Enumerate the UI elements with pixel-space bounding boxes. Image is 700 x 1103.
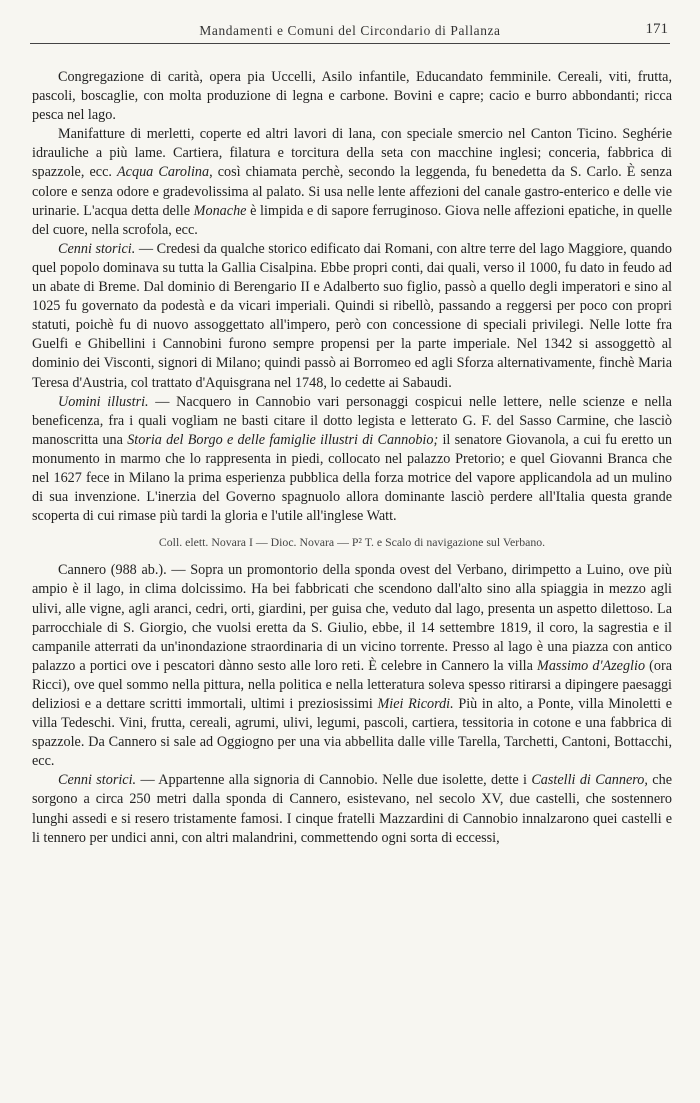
- paragraph-cannero-entry: [32, 561, 672, 771]
- paragraph-text: — Appartenne alla signoria di Cannobio. Nelle due isolette, dette i: [136, 772, 532, 789]
- paragraph-text: (ora Ricci), ove quel sommo nella pittura, nella politica e nella letteratura soleva spesso ritirarsi a dipingere paesaggi deliziosi e a dettare scritti immortali, ultimi i preziosissimi: [32, 657, 672, 712]
- running-header: [30, 20, 670, 44]
- paragraph-text: è limpida e di sapore ferruginoso. Giova nelle affezioni epatiche, in quelle del cuore, nella scrofola, ecc.: [32, 202, 673, 238]
- page-body: [32, 68, 672, 848]
- paragraph-text: Più in alto, a Ponte, villa Minoletti e villa Tedeschi. Vini, frutta, cereali, agrumi, ulivi, legumi, pascoli, cartiera, tessitoria in cotone e una fabbrica di spazzole. Da Cannero si sale ad Oggiogno per una via abbellita dalle ville Tarella, Tarchetti, Cantoni, Bottacchi, ecc.: [32, 696, 673, 770]
- italic-term: Massimo d'Azeglio: [537, 657, 646, 674]
- section-label: Cenni storici.: [58, 772, 137, 789]
- paragraph-text: Cannero (988 ab.). — Sopra un promontorio della sponda ovest del Verbano, dirimpetto a Luino, ove più ampio è il lago, in clima dolcissimo. Ha bei fabbricati che scendono dall'alto sino alla spiaggia in mezzo agli ulivi, alle vigne, agli aranci, cedri, orti, giardini, per guisa che, veduto dal lago, presenta un aspetto dilettoso. La parrocchiale di S. Giorgio, che vuolsi eretta da S. Giulio, ebbe, il 14 settembre 1819, il coro, la sagrestia e il campanile atterrati da un'inondazione straordinaria di un vicino torrente. Presso al lago è una piazza con antico palazzo a portici ove i pescatori dànno sesto alle loro reti. È celebre in Cannero la villa: [32, 562, 672, 674]
- italic-title: Miei Ricordi.: [377, 696, 454, 712]
- paragraph-text: — Nacquero in Cannobio vari personaggi cospicui nelle lettere, nelle scienze e nella beneficenza, fra i quali vogliam ne basti citare il dotto legista e letterato G. F. del Sasso Carmine, che lasciò manoscritta una: [32, 393, 672, 448]
- paragraph-text: Congregazione di carità, opera pia Uccelli, Asilo infantile, Educandato femminile. Cereali, viti, frutta, pascoli, boscaglie, con molta produzione di legna e carbone. Bovini e capre; cacio e burro abbondanti; ricca pesca nel lago.: [32, 69, 672, 124]
- paragraph-manufactures: [32, 125, 672, 240]
- paragraph-illustrious-men: [32, 393, 672, 527]
- italic-term: Monache: [193, 202, 247, 219]
- paragraph-text: Manifatture di merletti, coperte ed altri lavori di lana, con speciale smercio nel Canton Ticino. Seghérie idrauliche a più lame. Cartiera, filatura e torcitura della seta con macchine inglesi; conceria, fabbrica di spazzole, ecc.: [32, 126, 672, 181]
- italic-term: Castelli di Cannero,: [531, 772, 648, 789]
- administrative-note: Coll. elett. Novara I — Dioc. Novara — P² T. e Scalo di navigazione sul Verbano.: [158, 535, 546, 550]
- header-title: Mandamenti e Comuni del Circondario di Pallanza: [199, 23, 501, 38]
- section-label: Uomini illustri.: [58, 393, 149, 410]
- paragraph-text: , così chiamata perchè, secondo la leggenda, fu benedetta da S. Carlo. È senza colore e senza odore e gradevolissima al palato. Si usa nelle lente affezioni del canale gastro-enterico e delle vie urinarie. L'acqua detta delle: [32, 164, 672, 219]
- paragraph-history-cannero: [32, 771, 672, 847]
- paragraph-charities-agriculture: [32, 68, 672, 125]
- paragraph-text: il senatore Giovanola, a cui fu eretto un monumento in marmo che lo rappresenta in piedi, collocato nel palazzo Pretorio; e quel Giovanni Branca che nel 1627 fece in Milano la prima esperienza pubblica della forza motrice del vapore applicandola ad un mulino di sua invenzione. L'inerzia del Governo spagnuolo allora dominante lasciò perdere all'Italia questa grande scoperta di cui rimase più tardi la gloria e l'utile all'inglese Watt.: [32, 431, 672, 525]
- italic-title: Storia del Borgo e delle famiglie illustri di Cannobio;: [127, 431, 439, 448]
- italic-term: Acqua Carolina: [117, 164, 210, 181]
- section-label: Cenni storici.: [58, 240, 136, 257]
- page-number: 171: [645, 21, 668, 37]
- paragraph-history-cannobio: [32, 240, 672, 393]
- paragraph-text: — Credesi da qualche storico edificato dai Romani, con altre terre del lago Maggiore, quando quel popolo dominava su tutta la Gallia Cisalpina. Ebbe propri conti, dai quali, verso il 1000, fu dato in feudo ad un abate di Breme. Dal dominio di Berengario II e Adalberto suo figlio, passò a quello degli imperatori e sino al 1025 fu governato da podestà e da vicari imperiali. Quindi si ribellò, passando a reggersi per poco con propri statuti, poichè fu di nuovo assoggettato all'impero, però con concessione di speciali privilegi. Nelle lotte fra Guelfi e Ghibellini i Cannobini furono sempre propensi per la parte imperiale. Nel 1342 si assoggettò al dominio dei Visconti, signori di Milano; quindi passò ai Borromeo ed agli Sforza alternativamente, finchè Maria Teresa d'Austria, col trattato d'Aquisgrana nel 1748, lo cedette ai Sabaudi.: [32, 240, 672, 391]
- header-rule: [30, 43, 670, 44]
- paragraph-text: che sorgono a circa 250 metri dalla sponda di Cannero, esistevano, nel secolo XV, due castelli, che sostennero lunghi assedi e si resero tristamente famosi. I cinque fratelli Mazzardini di Cannobio innalzarono quei castelli e li tennero per undici anni, con altri malandrini, commettendo ogni sorta di eccessi,: [32, 772, 672, 846]
